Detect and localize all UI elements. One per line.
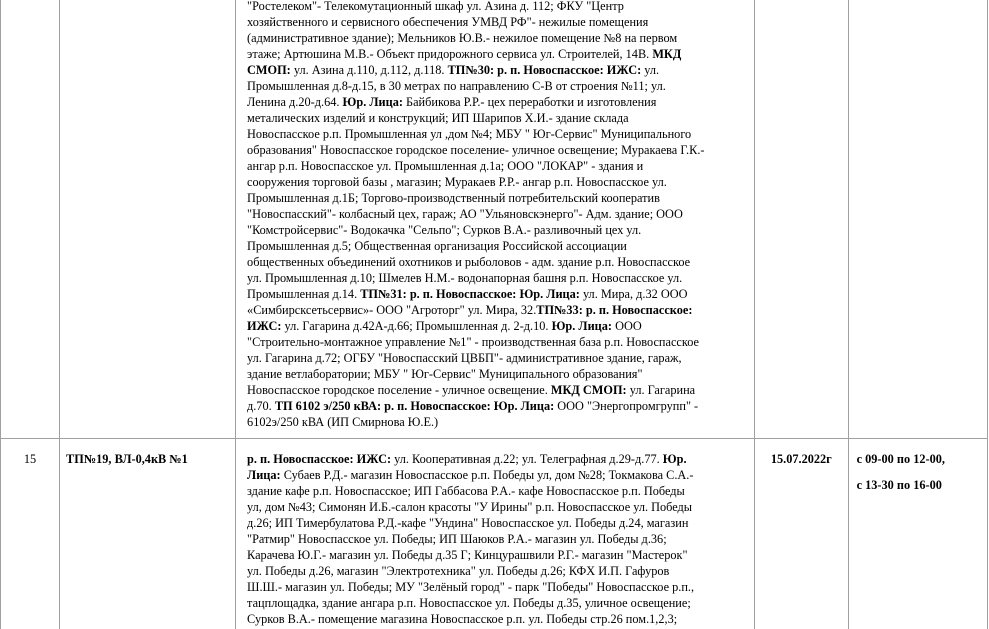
- text-line: [247, 78, 746, 94]
- text-line: [247, 46, 746, 62]
- text-line: [247, 334, 746, 350]
- text-line: [247, 318, 746, 334]
- time-cell: [848, 0, 987, 439]
- text-line: [247, 366, 746, 382]
- text-run: Новоспасское р.п. Промышленная ул ,дом №4; МБУ " Юг-Сервис" Муниципального: [247, 127, 692, 141]
- row-number: 15: [23, 452, 37, 466]
- text-line: [247, 222, 746, 238]
- bold-text: ТП 6102 э/250 кВА: р. п. Новоспасское: Юр. Лица:: [274, 399, 555, 413]
- text-run: Ш.Ш.- магазин ул. Победы; МУ "Зелёный город" - парк "Победы" Новоспасское р.п.,: [247, 580, 695, 594]
- outage-date: [755, 0, 848, 10]
- bold-text: ТП№31: р. п. Новоспасское: Юр. Лица:: [360, 287, 580, 301]
- text-run: Сурков В.А.- помещение магазина Новоспасское р.п. ул. Победы стр.26 пом.1,2,3;: [247, 612, 678, 626]
- text-run: этаже; Артюшина М.В.- Объект придорожного сервиса ул. Строителей, 14В.: [247, 47, 653, 61]
- text-run: здание кафе р.п. Новоспасское; ИП Габбасова Р.А.- кафе Новоспасское р.п. Победы: [247, 484, 685, 498]
- text-run: Субаев Р.Д.- магазин Новоспасское р.п. Победы ул, дом №28; Токмакова С.А.-: [280, 468, 694, 482]
- text-run: ООО "Энергопромгрупп" -: [554, 399, 699, 413]
- text-run: ул. Победы д.26, магазин "Электротехника" ул. Победы д.26; КФХ И.П. Гафуров: [247, 564, 670, 578]
- text-run: ул. Гагарина д.72; ОГБУ "Новоспасский ЦВБП"- административное здание, гараж,: [247, 351, 682, 365]
- text-run: "Ростелеком"- Телекомутационный шкаф ул. Азина д. 112; ФКУ "Центр: [247, 0, 624, 13]
- text-line: [247, 142, 746, 158]
- bold-text: ТП№30: р. п. Новоспасское: ИЖС:: [447, 63, 642, 77]
- date-cell: [754, 439, 848, 629]
- text-run: ул. Промышленная д.10; Шмелев Н.М.- водонапорная башня р.п. Новоспасское ул.: [247, 271, 683, 285]
- text-run: ангар р.п. Новоспасское ул. Промышленная д.1а; ООО "ЛОКАР" - здания и: [247, 159, 644, 173]
- table-row: [1, 439, 988, 629]
- text-line: [247, 483, 746, 499]
- text-run: Промышленная д.1Б; Торгово-производственный потребительский кооператив: [247, 191, 660, 205]
- outage-times: [849, 439, 987, 493]
- text-line: [247, 62, 746, 78]
- transformer-name: [60, 0, 235, 10]
- text-run: ул. Гагарина: [626, 383, 696, 397]
- text-run: Ленина д.20-д.64.: [247, 95, 343, 109]
- text-run: «Симбирсксетьсервис»- ООО "Агроторг" ул. Мира, 32.: [247, 303, 537, 317]
- text-line: [247, 270, 746, 286]
- text-run: общественных объединений охотников и рыболовов - адм. здание р.п. Новоспасское: [247, 255, 691, 269]
- text-run: ул, дом №43; Симонян И.Б.-салон красоты "У Ирины" р.п. Новоспасское ул. Победы: [247, 500, 693, 514]
- text-line: [247, 190, 746, 206]
- text-line: [247, 579, 746, 595]
- bold-text: р. п. Новоспасское: ИЖС:: [247, 452, 392, 466]
- text-run: Промышленная д.5; Общественная организация Российской ассоциации: [247, 239, 627, 253]
- text-run: ул. Мира, д.32 ООО: [579, 287, 688, 301]
- text-line: [247, 414, 746, 430]
- row-number: [1, 0, 59, 10]
- table-row: [1, 0, 988, 439]
- text-run: Промышленная д.8-д.15, в 30 метрах по направлению С-В от строения №11; ул.: [247, 79, 666, 93]
- text-run: ул. Азина д.110, д.112, д.118.: [290, 63, 448, 77]
- text-line: [247, 94, 746, 110]
- text-line: [247, 126, 746, 142]
- text-run: ул. Кооперативная д.22; ул. Телеграфная д.29-д.77.: [391, 452, 663, 466]
- text-line: [247, 531, 746, 547]
- text-line: [247, 515, 746, 531]
- text-line: [247, 595, 746, 611]
- bold-text: МКД СМОП:: [550, 383, 627, 397]
- bold-text: ИЖС:: [247, 319, 282, 333]
- text-line: [247, 398, 746, 414]
- text-run: (административное здание); Мельников Ю.В.- нежилое помещение №8 на первом: [247, 31, 678, 45]
- text-run: хозяйственного и сервисного обеспечения УМВД РФ"- нежилые помещения: [247, 15, 649, 29]
- transformer-name: ТП№19, ВЛ-0,4кВ №1: [66, 452, 188, 466]
- text-run: ООО: [612, 319, 642, 333]
- text-run: "Комстройсервис"- Водокачка "Сельпо"; Сурков В.А.- разливочный цех ул.: [247, 223, 642, 237]
- description-cell: [236, 439, 755, 629]
- description-cell: [236, 0, 755, 439]
- text-line: [247, 110, 746, 126]
- transformer-cell: [60, 0, 236, 439]
- text-line: [247, 467, 746, 483]
- text-run: "Ратмир" Новоспасское ул. Победы; ИП Шаюков Р.А.- магазин ул. Победы д.36;: [247, 532, 667, 546]
- text-line: [247, 451, 746, 467]
- text-line: [247, 254, 746, 270]
- text-run: "Новоспасский"- колбасный цех, гараж; АО "Ульяновскэнерго"- Адм. здание; ООО: [247, 207, 683, 221]
- outage-date: 15.07.2022г: [770, 452, 832, 466]
- text-line: [247, 286, 746, 302]
- text-line: [247, 174, 746, 190]
- text-line: [247, 547, 746, 563]
- bold-text: ТП№33: р. п. Новоспасское:: [536, 303, 693, 317]
- text-line: [247, 158, 746, 174]
- bold-text: СМОП:: [247, 63, 291, 77]
- text-run: д.26; ИП Тимербулатова Р.Д.-кафе "Ундина" Новоспасское ул. Победы д.24, магазин: [247, 516, 689, 530]
- text-line: [247, 302, 746, 318]
- text-run: 6102э/250 кВА (ИП Смирнова Ю.Е.): [247, 415, 439, 429]
- bold-text: Юр.: [662, 452, 687, 466]
- text-line: [247, 238, 746, 254]
- text-line: [247, 611, 746, 627]
- text-line: [247, 0, 746, 14]
- text-run: д.70.: [247, 399, 275, 413]
- text-run: Промышленная д.14.: [247, 287, 361, 301]
- bold-text: Юр. Лица:: [342, 95, 403, 109]
- text-run: образования" Новоспасское городское поселение- уличное освещение; Муракаева Г.К.-: [247, 143, 705, 157]
- text-run: ул.: [641, 63, 660, 77]
- text-run: здание ветлаборатории; МБУ " Юг-Сервис" Муниципального образования": [247, 367, 643, 381]
- consumer-description: [236, 439, 754, 627]
- text-run: Новоспасское городское поселение - уличное освещение.: [247, 383, 551, 397]
- text-line: [247, 499, 746, 515]
- consumer-description: [236, 0, 754, 430]
- bold-text: Лица:: [247, 468, 281, 482]
- bold-text: Юр. Лица:: [551, 319, 612, 333]
- text-run: ул. Гагарина д.42А-д.66; Промышленная д. 2-д.10.: [281, 319, 552, 333]
- transformer-cell: [60, 439, 236, 629]
- text-line: [247, 206, 746, 222]
- time-range-2: с 13-30 по 16-00: [856, 478, 942, 492]
- time-range-1: с 09-00 по 12-00,: [856, 452, 945, 466]
- text-run: Карачева Ю.Г.- магазин ул. Победы д.35 Г; Кинцурашвили Р.Г.- магазин "Мастерок": [247, 548, 688, 562]
- row-number-cell: [1, 0, 60, 439]
- text-line: [247, 14, 746, 30]
- text-line: [247, 30, 746, 46]
- time-cell: [848, 439, 987, 629]
- text-line: [247, 382, 746, 398]
- text-line: [247, 350, 746, 366]
- outage-times: [849, 0, 987, 10]
- text-run: Байбикова Р.Р.- цех переработки и изготовления: [402, 95, 657, 109]
- text-line: [247, 563, 746, 579]
- row-number-cell: [1, 439, 60, 629]
- text-run: тацплощадка, здание ангара р.п. Новоспасское ул. Победы д.35, уличное освещение;: [247, 596, 691, 610]
- text-run: сооружения торговой базы , магазин; Муракаев Р.Р.- ангар р.п. Новоспасское ул.: [247, 175, 667, 189]
- text-run: "Строительно-монтажное управление №1" - производственная база р.п. Новоспасское: [247, 335, 699, 349]
- bold-text: МКД: [652, 47, 682, 61]
- date-cell: [754, 0, 848, 439]
- text-run: металических изделий и конструкций; ИП Шарипов Х.И.- здание склада: [247, 111, 629, 125]
